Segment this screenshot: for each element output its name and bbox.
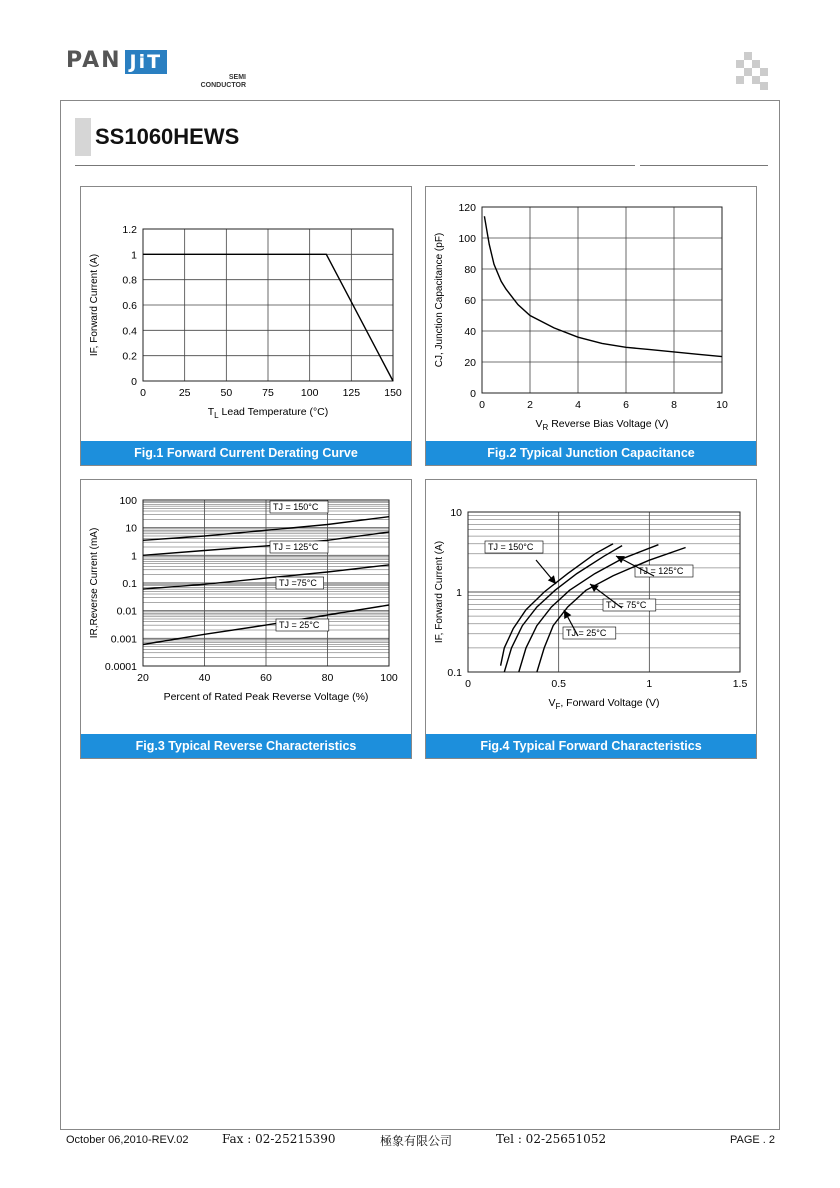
y-tick-label: 10 bbox=[450, 507, 462, 519]
y-tick-label: 1.2 bbox=[122, 224, 137, 236]
x-tick-label: 2 bbox=[527, 399, 533, 411]
y-tick-label: 0.001 bbox=[110, 633, 137, 646]
y-tick-label: 100 bbox=[119, 495, 137, 507]
x-tick-label: 100 bbox=[300, 387, 319, 399]
x-tick-label: 10 bbox=[716, 399, 728, 411]
y-tick-label: 1 bbox=[456, 587, 462, 599]
logo-sub2: CONDUCTOR bbox=[200, 82, 246, 89]
fig2-caption: Fig.2 Typical Junction Capacitance bbox=[426, 441, 756, 465]
y-axis-label: IF, Forward Current (A) bbox=[434, 540, 445, 644]
x-tick-label: 0 bbox=[465, 678, 471, 690]
y-tick-label: 0 bbox=[131, 376, 137, 388]
y-tick-label: 0.4 bbox=[122, 325, 137, 338]
x-tick-label: 1 bbox=[646, 678, 653, 690]
x-tick-label: 6 bbox=[623, 399, 629, 411]
fig3-panel bbox=[80, 479, 412, 759]
logo-accent: JiT bbox=[125, 50, 168, 74]
y-tick-label: 1 bbox=[131, 550, 137, 563]
series-label: TJ = 125°C bbox=[273, 542, 319, 552]
y-axis-label: IR,Reverse Current (mA) bbox=[89, 527, 100, 639]
title-tab bbox=[75, 118, 91, 156]
x-tick-label: 8 bbox=[671, 399, 677, 411]
logo-subtitle bbox=[184, 74, 246, 90]
fig4-chart bbox=[426, 480, 756, 734]
fig3-caption: Fig.3 Typical Reverse Characteristics bbox=[81, 734, 411, 758]
x-tick-label: 100 bbox=[380, 672, 398, 684]
fig2-panel bbox=[425, 186, 757, 466]
y-tick-label: 120 bbox=[458, 202, 476, 214]
divider bbox=[75, 165, 635, 166]
x-tick-label: 60 bbox=[260, 672, 272, 684]
fig1-chart bbox=[81, 187, 411, 441]
x-tick-label: 25 bbox=[178, 387, 191, 399]
x-axis-label: $V_R$ Reverse Bias Voltage (V) bbox=[535, 418, 669, 432]
x-tick-label: 150 bbox=[384, 387, 402, 399]
divider bbox=[640, 165, 768, 166]
series-label: TJ = 25°C bbox=[566, 628, 607, 638]
x-tick-label: 80 bbox=[321, 672, 334, 684]
y-tick-label: 0 bbox=[470, 388, 476, 400]
series-label: TJ = 25°C bbox=[279, 620, 320, 630]
x-axis-label: Percent of Rated Peak Reverse Voltage (%) bbox=[163, 691, 369, 703]
y-tick-label: 0.0001 bbox=[104, 661, 137, 673]
logo-main: PAN bbox=[66, 48, 122, 73]
fig1-caption: Fig.1 Forward Current Derating Curve bbox=[81, 441, 411, 465]
fig2-chart bbox=[426, 187, 756, 441]
x-axis-label: $V_F$, Forward Voltage (V) bbox=[548, 697, 660, 711]
fig3-chart bbox=[81, 480, 411, 734]
series-label: TJ = 125°C bbox=[638, 566, 684, 576]
arrowhead-icon bbox=[548, 575, 556, 584]
y-tick-label: 40 bbox=[464, 326, 476, 338]
x-tick-label: 0.5 bbox=[551, 678, 566, 690]
y-tick-label: 10 bbox=[125, 522, 137, 535]
x-tick-label: 4 bbox=[575, 399, 581, 411]
footer-company: 極象有限公司 bbox=[380, 1134, 453, 1148]
x-tick-label: 0 bbox=[140, 387, 146, 399]
y-tick-label: 80 bbox=[464, 264, 476, 276]
series-line bbox=[484, 216, 722, 356]
series-label: TJ = 75°C bbox=[606, 600, 647, 610]
y-tick-label: 0.8 bbox=[122, 274, 137, 287]
y-axis-label: IF, Forward Current (A) bbox=[89, 253, 100, 357]
panjit-logo bbox=[66, 48, 246, 89]
y-tick-label: 60 bbox=[464, 295, 476, 307]
x-axis-label: $T_L$ Lead Temperature (°C) bbox=[207, 406, 329, 420]
x-tick-label: 0 bbox=[479, 399, 485, 411]
footer-fax: Fax : 02-25215390 bbox=[222, 1132, 336, 1146]
y-tick-label: 0.6 bbox=[122, 300, 137, 312]
y-tick-label: 0.1 bbox=[122, 578, 137, 590]
y-tick-label: 20 bbox=[464, 357, 476, 369]
fig4-caption: Fig.4 Typical Forward Characteristics bbox=[426, 734, 756, 758]
y-tick-label: 1 bbox=[131, 249, 137, 262]
footer-tel: Tel : 02-25651052 bbox=[496, 1132, 607, 1146]
x-tick-label: 20 bbox=[137, 672, 149, 684]
series-label: TJ = 150°C bbox=[273, 502, 319, 512]
x-tick-label: 40 bbox=[198, 672, 211, 684]
x-tick-label: 75 bbox=[262, 387, 274, 399]
part-number-title: SS1060HEWS bbox=[95, 124, 240, 149]
x-tick-label: 50 bbox=[220, 387, 233, 399]
footer-date-rev: October 06,2010-REV.02 bbox=[66, 1134, 189, 1146]
y-tick-label: 0.2 bbox=[122, 350, 137, 363]
footer-page: PAGE . 2 bbox=[730, 1134, 776, 1146]
fig4-panel bbox=[425, 479, 757, 759]
y-tick-label: 0.01 bbox=[116, 605, 137, 618]
fig1-panel bbox=[80, 186, 412, 466]
logo-sub1: SEMI bbox=[228, 74, 246, 81]
x-tick-label: 125 bbox=[342, 387, 361, 399]
series-line bbox=[501, 544, 613, 666]
series-label: TJ = 150°C bbox=[488, 542, 534, 552]
y-tick-label: 100 bbox=[458, 233, 476, 245]
y-axis-label: CJ, Junction Capacitance (pF) bbox=[434, 232, 445, 368]
x-tick-label: 1.5 bbox=[732, 678, 748, 690]
y-tick-label: 0.1 bbox=[447, 667, 462, 679]
series-label: TJ =75°C bbox=[279, 578, 317, 588]
decorative-squares-icon bbox=[732, 52, 772, 92]
